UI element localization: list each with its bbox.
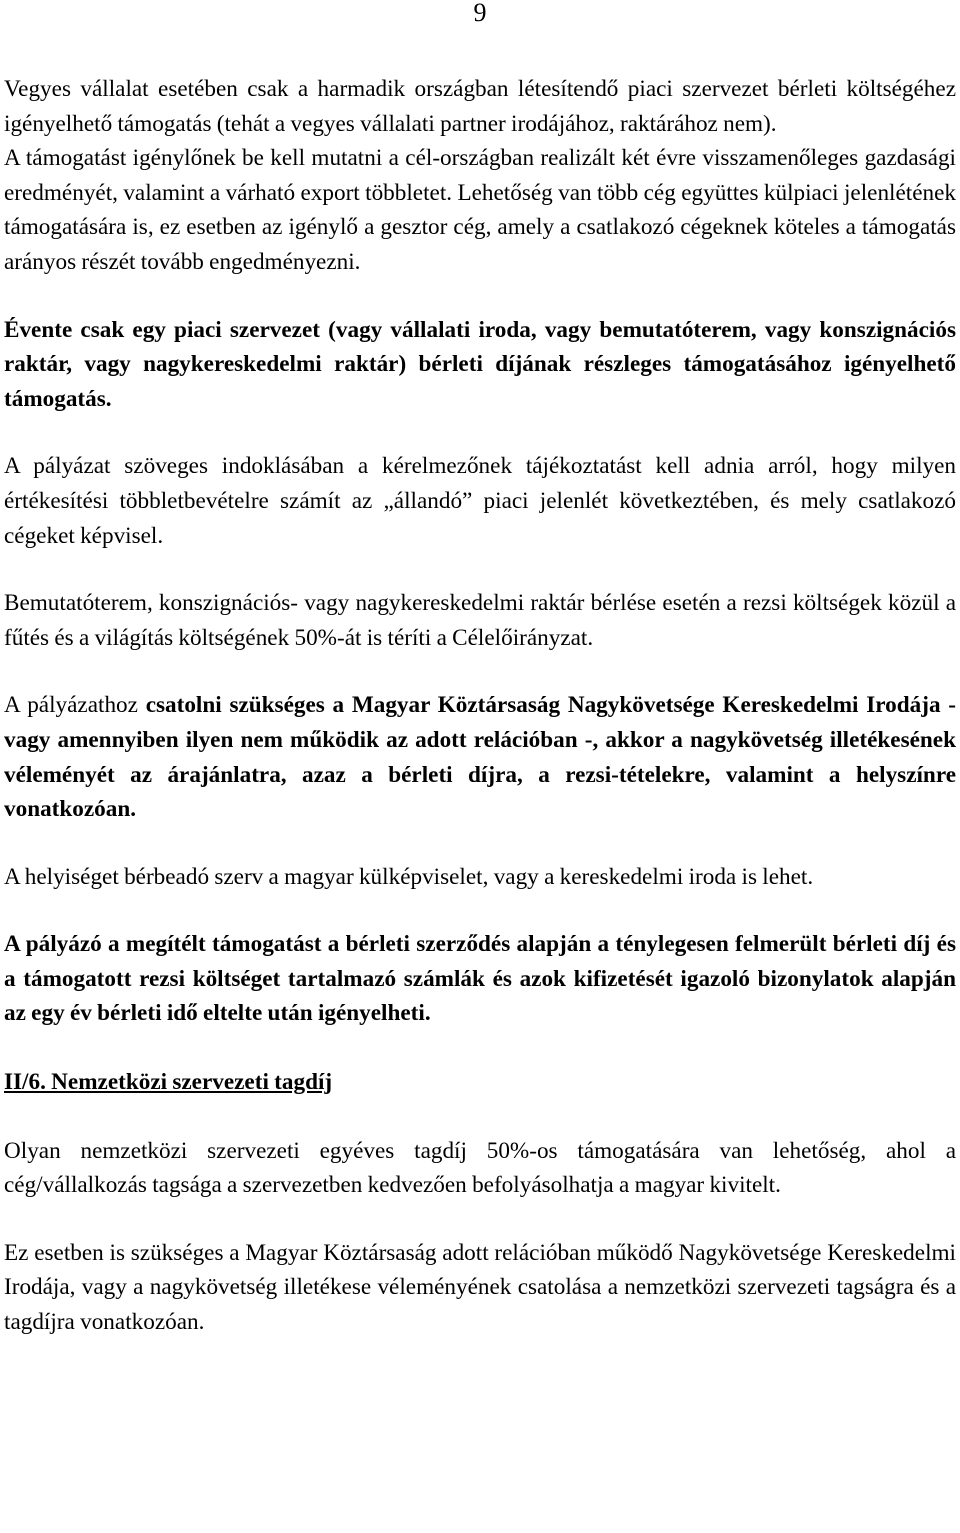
paragraph-applicant-requirements: A támogatást igénylőnek be kell mutatni a cél-országban realizált két évre visszamenőleges gazdasági eredményét, valamint a várható export többletet. Lehetőség van több cég együttes külpiaci jelenlétének támogatására is, ez esetben az igénylő a gesztor cég, amely a csatlakozó cégeknek köteles a támogatás arányos részét tovább engedményezni. xyxy=(4,145,956,275)
embassy-opinion-bold: csatolni szükséges a Magyar Köztársaság Nagykövetsége Kereskedelmi Irodája - vagy amennyiben ilyen nem működik az adott relációban -, akkor a nagykövetség illetékesének véleményét az árajánlatra, azaz a bérleti díjra, a rezsi-tételekre, valamint a helyszínre vonatkozóan. xyxy=(4,692,957,823)
paragraph-embassy-opinion xyxy=(4,688,956,826)
embassy-opinion-lead: A pályázathoz xyxy=(4,692,146,719)
section-heading xyxy=(4,1065,956,1100)
paragraph-utility-costs: Bemutatóterem, konszignációs- vagy nagykereskedelmi raktár bérlése esetén a rezsi költségek közül a fűtés és a világítás költségének 50%-át is téríti a Célelőirányzat. xyxy=(4,590,956,651)
paragraph-lessor: A helyiséget bérbeadó szerv a magyar külképviselet, vagy a kereskedelmi iroda is lehet. xyxy=(4,863,814,890)
section-heading-text: II/6. Nemzetközi szervezeti tagdíj xyxy=(4,1069,333,1096)
paragraph-membership-fee: Olyan nemzetközi szervezeti egyéves tagdíj 50%-os támogatására van lehetőség, ahol a cég/vállalkozás tagsága a szervezetben kedvezően befolyásolhatja a magyar kivitelt. xyxy=(4,1137,956,1199)
paragraph-justification: A pályázat szöveges indoklásában a kérelmezőnek tájékoztatást kell adnia arról, hogy milyen értékesítési többletbevételre számít az „állandó” piaci jelenlét következtében, és mely csatlakozó cégeket képvisel. xyxy=(4,453,956,549)
page-number: 9 xyxy=(473,0,487,27)
paragraph-yearly-limit: Évente csak egy piaci szervezet (vagy vállalati iroda, vagy bemutatóterem, vagy konszignációs raktár, vagy nagykereskedelmi raktár) bérleti díjának részleges támogatásához igényelhető támogatás. xyxy=(4,316,956,412)
paragraph-membership-opinion: Ez esetben is szükséges a Magyar Köztársaság adott relációban működő Nagykövetsége Kereskedelmi Irodája, vagy a nagykövetség illetékese véleményének csatolása a nemzetközi szervezeti tagságra és a tagdíjra vonatkozóan. xyxy=(4,1239,956,1336)
paragraph-claim-conditions: A pályázó a megítélt támogatást a bérleti szerződés alapján a ténylegesen felmerült bérleti díj és a támogatott rezsi költséget tartalmazó számlák és azok kifizetését igazoló bizonylatok alapján az egy év bérleti idő eltelte után igényelheti. xyxy=(4,931,956,1027)
paragraph-joint-venture: Vegyes vállalat esetében csak a harmadik országban létesítendő piaci szervezet bérleti költségéhez igényelhető támogatás (tehát a vegyes vállalati partner irodájához, raktárához nem). xyxy=(4,76,956,137)
document-body xyxy=(4,72,956,1340)
